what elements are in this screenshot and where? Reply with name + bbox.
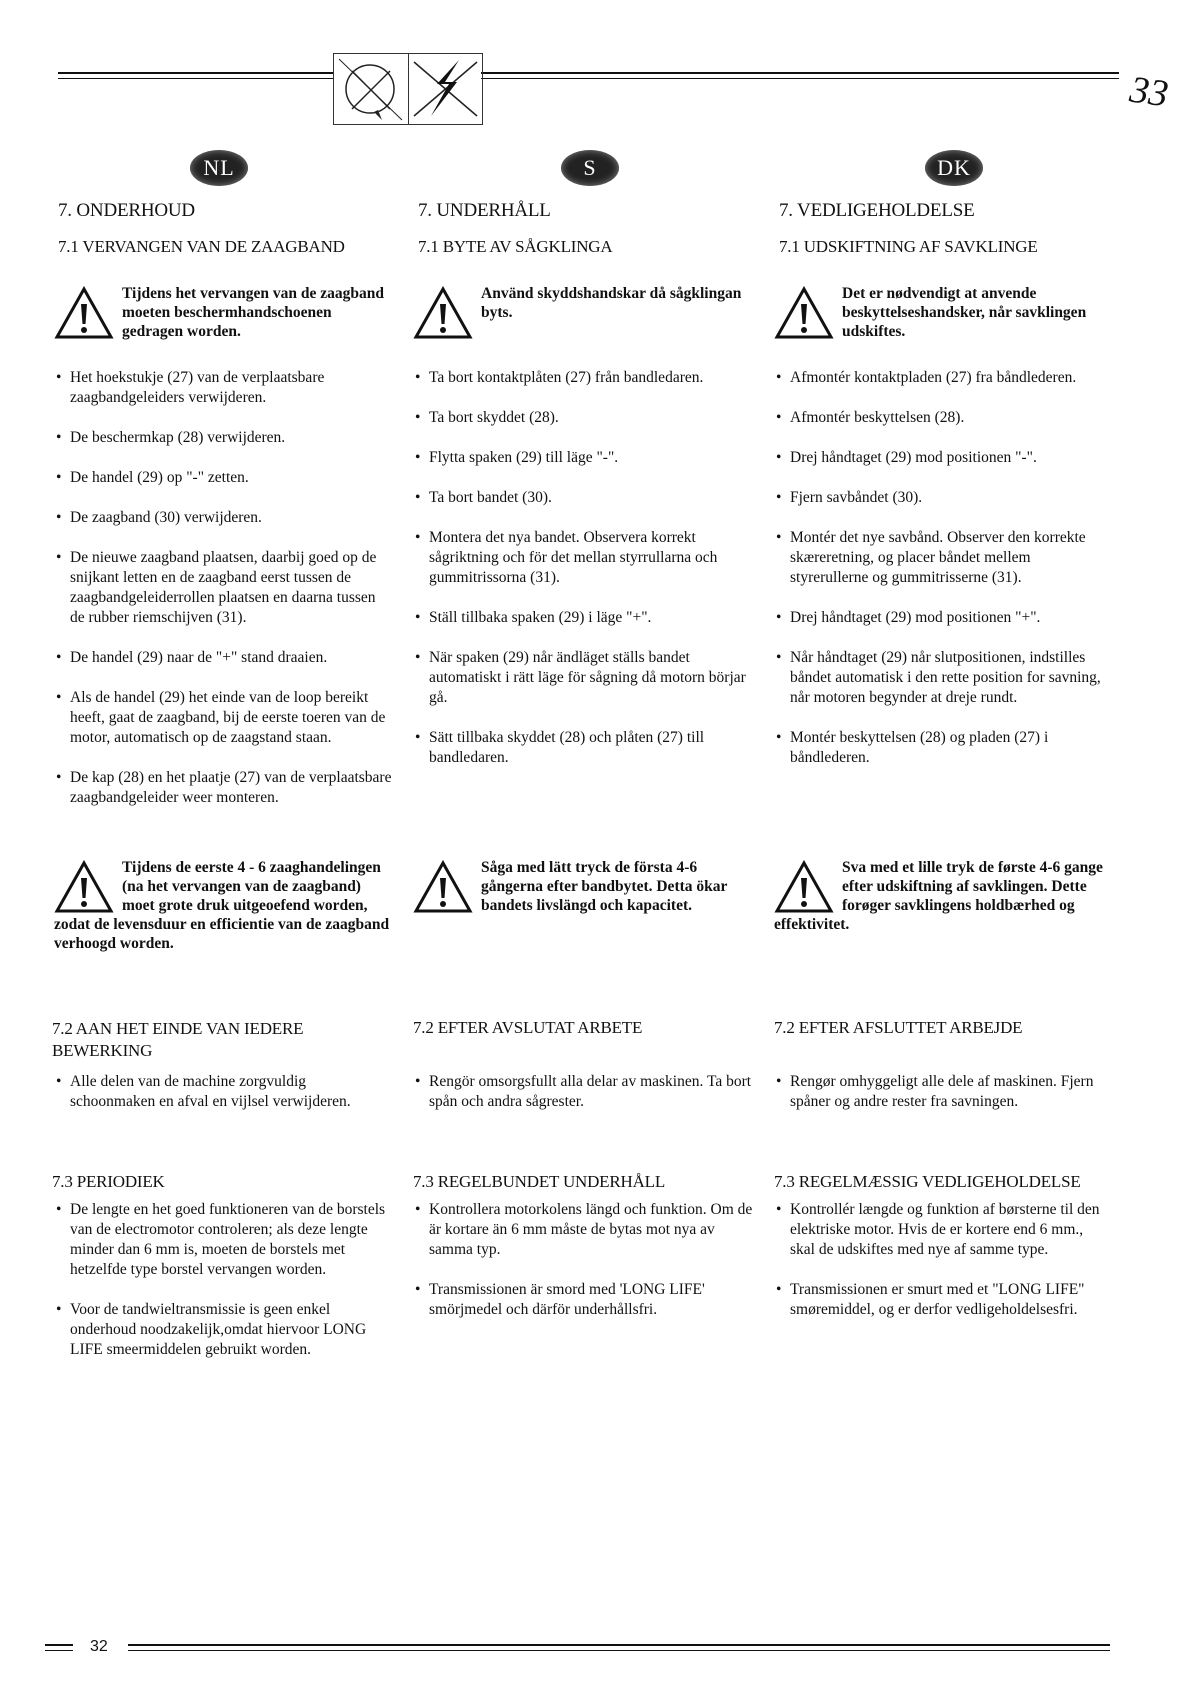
nl-subsection-72: 7.2 AAN HET EINDE VAN IEDERE BEWERKING [52, 1019, 304, 1060]
nl-warning-gloves [54, 284, 392, 341]
footer-page-number: 32 [90, 1638, 108, 1655]
list-item: • Alle delen van de machine zorgvuldig schoonmaken en afval en vijlsel verwijderen. [54, 1072, 394, 1112]
footer-rule-left-thin [45, 1650, 73, 1651]
dk-warning-gloves [774, 284, 1110, 341]
dk-warning-pressure [774, 858, 1110, 934]
warning-triangle-icon [774, 286, 834, 340]
header-rule-right-thin [481, 78, 1119, 79]
s-subsection-73: 7.3 REGELBUNDET UNDERHÅLL [413, 1172, 666, 1191]
list-item: • Transmissionen är smord med 'LONG LIFE' smörjmedel och därför underhållsfri. [413, 1280, 753, 1320]
no-cutting-icon [334, 54, 409, 124]
dk-subsection-72: 7.2 EFTER AFSLUTTET ARBEJDE [774, 1018, 1023, 1037]
list-item: • De zaagband (30) verwijderen. [54, 508, 394, 528]
warning-triangle-icon [774, 860, 834, 914]
list-item: • Montera det nya bandet. Observera korrekt sågriktning och för det mellan styrrullarna och gummitrissorna (31). [413, 528, 753, 588]
list-item: • Rengør omhyggeligt alle dele af maskinen. Fjern spåner og andre rester fra savningen. [774, 1072, 1110, 1112]
list-item: • Kontrollera motorkolens längd och funktion. Om de är kortare än 6 mm måste de bytas mot nya av samma typ. [413, 1200, 753, 1260]
list-item: • Transmissionen er smurt med et "LONG LIFE" smøremiddel, og er derfor vedligeholdelsesfri. [774, 1280, 1110, 1320]
list-item: • Rengör omsorgsfullt alla delar av maskinen. Ta bort spån och andra sågrester. [413, 1072, 753, 1112]
list-item: • De handel (29) op "-" zetten. [54, 468, 394, 488]
list-item: • Kontrollér længde og funktion af børsterne til den elektriske motor. Hvis de er kortere end 6 mm., skal de udskiftes med nye af samme type. [774, 1200, 1110, 1260]
s-steps-list [413, 368, 753, 768]
list-item: • Als de handel (29) het einde van de loop bereikt heeft, gaat de zaagband, bij de eerste toeren van de motor, automatisch op de zaagstand staan. [54, 688, 394, 748]
s-subsection-72: 7.2 EFTER AVSLUTAT ARBETE [413, 1018, 643, 1037]
flag-nl: NL [190, 150, 248, 186]
header-rule-left-thin [58, 78, 333, 79]
list-item: • Voor de tandwieltransmissie is geen enkel onderhoud noodzakelijk,omdat hiervoor LONG LIFE smeermiddelen gebruikt worden. [54, 1300, 394, 1360]
warning-triangle-icon [54, 860, 114, 914]
dk-warning-pressure-text: Sva med et lille tryk de første 4-6 gange efter udskiftning af savklingen. Dette forøger savklingens holdbærhed og effektivitet. [774, 859, 1103, 933]
nl-warning-pressure [54, 858, 392, 953]
nl-section-title: 7. ONDERHOUD [58, 200, 195, 221]
dk-section-title: 7. VEDLIGEHOLDELSE [779, 200, 975, 221]
dk-warning-gloves-text: Det er nødvendigt at anvende beskyttelseshandsker, når savklingen udskiftes. [842, 285, 1087, 340]
flag-s: S [561, 150, 619, 186]
dk-72-list [774, 1072, 1110, 1112]
warning-triangle-icon [413, 860, 473, 914]
list-item: • De beschermkap (28) verwijderen. [54, 428, 394, 448]
dk-73-list [774, 1200, 1110, 1320]
nl-72-list [54, 1072, 394, 1112]
list-item: • Ta bort bandet (30). [413, 488, 753, 508]
list-item: • Sätt tillbaka skyddet (28) och plåten (27) till bandledaren. [413, 728, 753, 768]
corner-page-number: 33 [1127, 68, 1171, 116]
list-item: • De kap (28) en het plaatje (27) van de verplaatsbare zaagbandgeleider weer monteren. [54, 768, 394, 808]
list-item: • Ta bort kontaktplåten (27) från bandledaren. [413, 368, 753, 388]
dk-subsection-73: 7.3 REGELMÆSSIG VEDLIGEHOLDELSE [774, 1172, 1081, 1191]
list-item: • När spaken (29) når ändläget ställs bandet automatiskt i rätt läge för sågning då motorn börjar gå. [413, 648, 753, 708]
dk-subsection-71: 7.1 UDSKIFTNING AF SAVKLINGE [779, 237, 1038, 256]
s-73-list [413, 1200, 753, 1320]
list-item: • Fjern savbåndet (30). [774, 488, 1110, 508]
list-item: • Afmontér beskyttelsen (28). [774, 408, 1110, 428]
nl-steps-list [54, 368, 394, 808]
dk-steps-list [774, 368, 1110, 768]
list-item: • Drej håndtaget (29) mod positionen "-". [774, 448, 1110, 468]
s-subsection-71: 7.1 BYTE AV SÅGKLINGA [418, 237, 613, 256]
list-item: • Drej håndtaget (29) mod positionen "+". [774, 608, 1110, 628]
s-warning-gloves [413, 284, 753, 340]
list-item: • Afmontér kontaktpladen (27) fra båndlederen. [774, 368, 1110, 388]
s-warning-pressure [413, 858, 753, 915]
header-safety-icons [333, 53, 483, 125]
s-72-list [413, 1072, 753, 1112]
header-rule-right [481, 72, 1119, 74]
list-item: • Montér det nye savbånd. Observer den korrekte skæreretning, og placer båndet mellem styrerullerne og gummitrisserne (31). [774, 528, 1110, 588]
flag-dk: DK [925, 150, 983, 186]
nl-warning-pressure-text: Tijdens de eerste 4 - 6 zaaghandelingen (na het vervangen van de zaagband) moet grote druk uitgeoefend worden, zodat de levensduur en efficientie van de zaagband verhoogd worden. [54, 859, 390, 952]
s-warning-gloves-text: Använd skyddshandskar då sågklingan byts. [481, 285, 742, 321]
list-item: • Ställ tillbaka spaken (29) i läge "+". [413, 608, 753, 628]
nl-warning-gloves-text: Tijdens het vervangen van de zaagband moeten beschermhandschoenen gedragen worden. [122, 285, 384, 340]
list-item: • Flytta spaken (29) till läge "-". [413, 448, 753, 468]
footer-rule-right-thin [128, 1650, 1110, 1651]
nl-subsection-71: 7.1 VERVANGEN VAN DE ZAAGBAND [58, 237, 345, 256]
footer-rule-left [45, 1644, 73, 1646]
footer-rule-right [128, 1644, 1110, 1646]
list-item: • De nieuwe zaagband plaatsen, daarbij goed op de snijkant letten en de zaagband eerst tussen de zaagbandgeleiderrollen plaatsen en daarna tussen de rubber riemschijven (31). [54, 548, 394, 628]
list-item: • Ta bort skyddet (28). [413, 408, 753, 428]
list-item: • Het hoekstukje (27) van de verplaatsbare zaagbandgeleiders verwijderen. [54, 368, 394, 408]
header-rule-left [58, 72, 333, 74]
lightning-warning-icon [409, 54, 483, 124]
list-item: • Montér beskyttelsen (28) og pladen (27) i båndlederen. [774, 728, 1110, 768]
nl-73-list [54, 1200, 394, 1360]
warning-triangle-icon [54, 286, 114, 340]
list-item: • De lengte en het goed funktioneren van de borstels van de electromotor controleren; als deze lengte minder dan 6 mm is, moeten de borstels met hetzelfde type borstel vervangen worden. [54, 1200, 394, 1280]
warning-triangle-icon [413, 286, 473, 340]
nl-subsection-73: 7.3 PERIODIEK [52, 1172, 165, 1191]
list-item: • Når håndtaget (29) når slutpositionen, indstilles båndet automatisk i den rette position for savning, når motoren begynder at dreje rundt. [774, 648, 1110, 708]
s-warning-pressure-text: Såga med lätt tryck de första 4-6 gångerna efter bandbytet. Detta ökar bandets livslängd och kapacitet. [481, 859, 728, 914]
s-section-title: 7. UNDERHÅLL [418, 200, 551, 221]
list-item: • De handel (29) naar de "+" stand draaien. [54, 648, 394, 668]
